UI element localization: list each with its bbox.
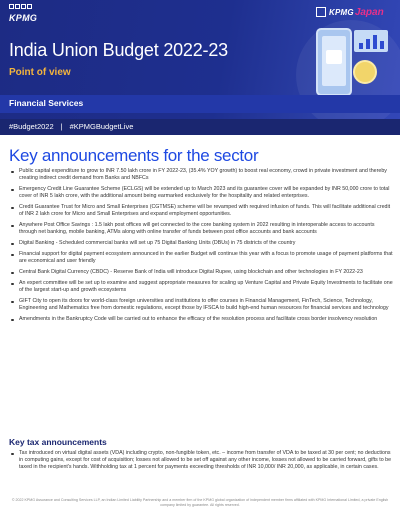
list-item: Anywhere Post Office Savings : 1.5 lakh post offices will get connected to the core banking system in 2022 resulting in interoperable access to accounts through net banking, mobile banking, ATMs along with online transfer of funds between post office accounts and bank accounts [9, 222, 393, 236]
bar-chart-illustration-icon [354, 30, 388, 52]
kpmg-japan-logo [316, 5, 384, 19]
sector-band [0, 95, 400, 113]
list-item: Digital Banking - Scheduled commercial banks will set up 75 Digital Banking Units (DBUs) in 75 districts of the country [9, 240, 393, 247]
list-item: Emergency Credit Line Guarantee Scheme (ECLGS) will be extended up to March 2023 and its guarantee cover will be expanded by INR 50,000 crore to total cover of INR 5 lakh crore, with the additional amount being earmarked exclusively for the hospitality and related enterprises. [9, 186, 393, 200]
announcement-list [9, 168, 393, 327]
page-subtitle: Point of view [9, 67, 71, 78]
sector-label: Financial Services [9, 98, 84, 108]
list-item: Amendments in the Bankruptcy Code will be carried out to enhance the efficacy of the resolution process and facilitate cross border insolvency resolution [9, 316, 393, 323]
page-title: India Union Budget 2022-23 [9, 40, 228, 60]
list-item: Credit Guarantee Trust for Micro and Small Enterprises (CGTMSE) scheme will be revamped with required infusion of funds. This will facilitate additional credit of INR 2 lakh crore for Micro and Small Enterprises and expand employment opportunities. [9, 204, 393, 218]
copyright-footer: © 2022 KPMG Assurance and Consulting Services LLP, an Indian Limited Liability Partnership and a member firm of the KPMG global organization of independent member firms affiliated with KPMG International Limited, a private English company limited by guarantee. All rights reserved. [11, 498, 389, 507]
list-item: Financial support for digital payment ecosystem announced in the earlier Budget will continue this year with a focus to promote usage of payment platforms that are economical and user friendly [9, 251, 393, 265]
hashtag-kpmgbudgetlive: #KPMGBudgetLive [69, 122, 134, 131]
hashtag-budget2022: #Budget2022 [9, 122, 54, 131]
list-item: Tax introduced on virtual digital assets (VDA) including crypto, non-fungible token, etc. – income from transfer of VDA to be taxed at 30 per cent; no deductions in computing gains, except for cost of acquisition; losses not allowed to be set off against any other income, losses not allowed to be carried forward, gifts to be taxed in the recipient's hands. Withholding tax at 1 percent for payments exceeding thresholds of INR 10,000/ INR 20,000, as applicable, in certain cases. [9, 450, 393, 471]
lock-illustration-icon [326, 50, 342, 64]
kpmg-japan-kpmg-text: KPMG [329, 7, 354, 17]
section-heading-key-tax: Key tax announcements [9, 437, 107, 447]
kpmg-logo [9, 4, 47, 24]
coin-illustration-icon [353, 60, 377, 84]
kpmg-logo-text: KPMG [9, 13, 38, 23]
hero-banner [0, 0, 400, 135]
hashtags [9, 122, 133, 131]
tax-announcement-list [9, 450, 393, 471]
hashtag-separator: | [60, 122, 63, 131]
list-item: GIFT City to open its doors for world-class foreign universities and institutions to offer courses in Financial Management, FinTech, Science, Technology, Engineering and Mathematics free from domestic regulations, except those by IFSCA to build high-end human resources for financial services and technology [9, 298, 393, 312]
section-heading-key-announcements: Key announcements for the sector [9, 146, 259, 165]
list-item: An expert committee will be set up to examine and suggest appropriate measures for scaling up Venture Capital and Private Equity Investments to facilitate one of the largest start-up and growth ecosystems [9, 280, 393, 294]
list-item: Central Bank Digital Currency (CBDC) - Reserve Bank of India will introduce Digital Rupee, using blockchain and other technologies in FY 2022-23 [9, 269, 393, 276]
mobile-phone-illustration-icon [316, 28, 352, 96]
kpmg-logo-boxes-icon [9, 4, 32, 9]
list-item: Public capital expenditure to grow to INR 7.50 lakh crore in FY 2022-23, (35.4% YOY growth) to boost real economy, crowd in private investment and thereby creating indirect credit demand from Banks and NBFCs [9, 168, 393, 182]
kpmg-japan-japan-text: Japan [354, 6, 384, 18]
hashtag-band [0, 119, 400, 135]
kpmg-japan-mark-icon [316, 7, 326, 17]
